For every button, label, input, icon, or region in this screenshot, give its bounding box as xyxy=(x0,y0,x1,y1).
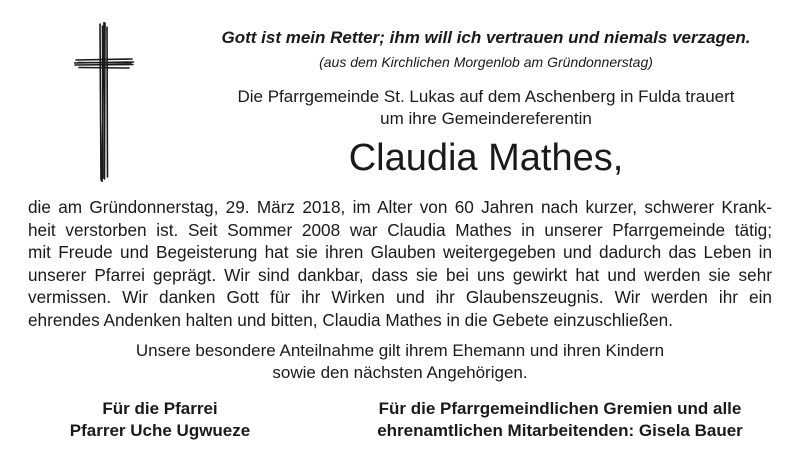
signature-parish xyxy=(40,398,280,442)
intro-line-2: um ihre Gemeindereferentin xyxy=(380,109,592,128)
intro-line-1: Die Pfarrgemeinde St. Lukas auf dem Aschenberg in Fulda trauert xyxy=(237,87,735,106)
body-line: heit verstorben ist. Seit Sommer 2008 war Claudia Mathes in unserer Pfarrgemeinde tätig; xyxy=(28,219,772,240)
signature-committees xyxy=(340,398,780,442)
cross-icon xyxy=(74,22,134,182)
body-line: die am Gründonnerstag, 29. März 2018, im Alter von 60 Jahren nach kurzer, schwerer Krank- xyxy=(28,197,772,217)
signature-committees-line-2: ehrenamtlichen Mitarbeitenden: Gisela Bauer xyxy=(377,421,743,440)
sympathy-line-1: Unsere besondere Anteilnahme gilt ihrem Ehemann und ihren Kindern xyxy=(135,341,665,360)
signature-parish-line-2: Pfarrer Uche Ugwueze xyxy=(69,421,251,440)
signature-parish-line-1: Für die Pfarrei xyxy=(102,399,218,418)
intro-text xyxy=(200,86,772,130)
body-line: mit Freude und Begeisterung hat sie ihren Glauben weitergegeben und dadurch das Leben in xyxy=(28,242,772,262)
sympathy-line-2: sowie den nächsten Angehörigen. xyxy=(272,363,528,382)
obituary-body xyxy=(28,196,772,331)
quote-text: Gott ist mein Retter; ihm will ich vertrauen und niemals verzagen. xyxy=(221,28,751,47)
body-line: ehrendes Andenken halten und bitten, Claudia Mathes in die Gebete einzuschließen. xyxy=(28,309,673,330)
quote-source: (aus dem Kirchlichen Morgenlob am Gründonnerstag) xyxy=(319,54,653,70)
body-line: vermissen. Wir danken Gott für ihr Wirken und ihr Glaubenszeugnis. Wir werden ihr ein xyxy=(28,287,772,307)
body-line: unserer Pfarrei geprägt. Wir sind dankbar, dass sie bei uns gewirkt hat und werden sie sehr xyxy=(28,264,772,285)
signature-committees-line-1: Für die Pfarrgemeindlichen Gremien und alle xyxy=(378,399,742,418)
sympathy-text xyxy=(28,340,772,384)
deceased-name: Claudia Mathes, xyxy=(348,137,624,179)
